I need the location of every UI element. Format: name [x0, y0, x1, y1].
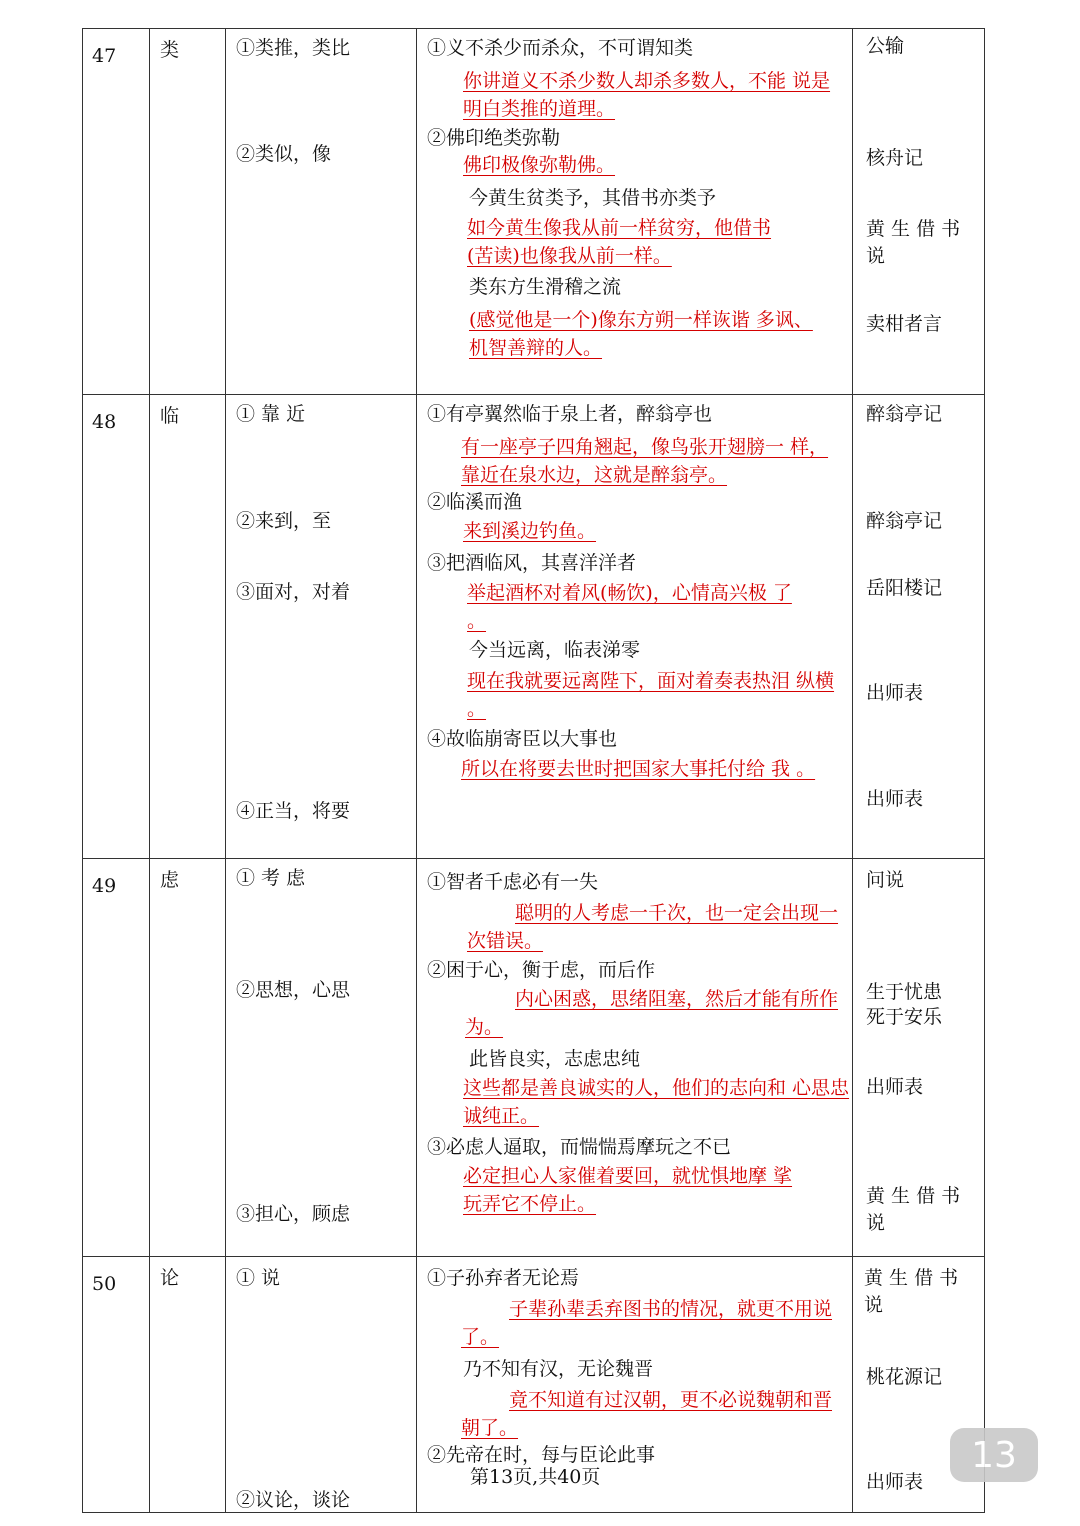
example-text: ②临溪而渔: [427, 491, 523, 513]
meaning: ②来到，至: [236, 510, 332, 532]
examples-cell: [417, 395, 853, 859]
example-text: 乃不知有汉，无论魏晋: [463, 1358, 654, 1380]
example-translation: 佛印极像弥勒佛。: [463, 154, 616, 176]
example-text: ①有亭翼然临于泉上者，醉翁亭也: [427, 403, 713, 425]
example-text: 此皆良实，志虑忠纯: [469, 1048, 641, 1070]
source-title: 出师表: [866, 1471, 924, 1493]
source-title: 公输: [866, 35, 905, 57]
meanings-cell: [226, 1257, 417, 1513]
example-text: ①义不杀少而杀众，不可谓知类: [427, 37, 694, 59]
entry-number-cell: [83, 395, 150, 859]
source-title: 问说: [866, 869, 905, 891]
entry-number: 47: [92, 45, 117, 67]
source-title: 核舟记: [866, 147, 924, 169]
example-text: ①子孙弃者无论焉: [427, 1267, 580, 1289]
example-text: 今黄生贫类予，其借书亦类予: [469, 187, 717, 209]
meaning: ①类推，类比: [236, 37, 351, 59]
entry-word: 虑: [160, 869, 180, 891]
source-title: 黄 生 借 书: [866, 218, 961, 240]
examples-cell: [417, 859, 853, 1257]
entry-word-cell: [150, 1257, 226, 1513]
meaning: ②思想，心思: [236, 979, 351, 1001]
meanings-cell: [226, 859, 417, 1257]
entry-word: 临: [160, 405, 180, 427]
entry-word: 类: [160, 39, 180, 61]
meaning: ① 考 虑: [236, 867, 306, 889]
entry-number: 49: [92, 875, 117, 897]
source-title: 醉翁亭记: [866, 510, 943, 532]
sources-cell: [853, 859, 985, 1257]
source-title: 说: [866, 245, 886, 267]
entry-number: 50: [92, 1273, 117, 1295]
example-translation: 必定担心人家催着要回，就忧惧地摩 挲玩弄它不停止。: [463, 1165, 793, 1215]
example-translation: 有一座亭子四角翘起，像鸟张开翅膀一 样，靠近在泉水边，这就是醉翁亭。: [461, 436, 829, 486]
source-title: 出师表: [866, 788, 924, 810]
example-text: ②先帝在时，每与臣论此事: [427, 1444, 656, 1466]
source-title: 说: [866, 1212, 886, 1234]
source-title: 死于安乐: [866, 1006, 943, 1028]
example-text: ③把酒临风，其喜洋洋者: [427, 552, 637, 574]
meaning: ②议论，谈论: [236, 1489, 351, 1511]
example-text: 类东方生滑稽之流: [469, 276, 622, 298]
example-text: ②佛印绝类弥勒: [427, 127, 561, 149]
example-translation: 如今黄生像我从前一样贫穷，他借书 (苦读)也像我从前一样。: [467, 217, 772, 267]
source-title: 醉翁亭记: [866, 403, 943, 425]
entry-word-cell: [150, 395, 226, 859]
examples-cell: [417, 29, 853, 395]
vocab-table: [82, 28, 985, 1513]
source-title: 黄 生 借 书: [864, 1267, 959, 1289]
example-text: ②困于心，衡于虑，而后作: [427, 959, 656, 981]
meaning: ③担心，顾虑: [236, 1203, 351, 1225]
entry-number-cell: [83, 859, 150, 1257]
source-title: 桃花源记: [866, 1366, 943, 1388]
entry-word: 论: [160, 1267, 180, 1289]
example-translation: 竟不知道有过汉朝，更不必说魏朝和晋 朝了。: [461, 1389, 833, 1439]
table-row: [83, 859, 985, 1257]
example-translation: 这些都是善良诚实的人，他们的志向和 心思忠诚纯正。: [463, 1077, 850, 1127]
example-translation: 现在我就要远离陛下，面对着奏表热泪 纵横 。: [467, 670, 835, 720]
entry-word-cell: [150, 29, 226, 395]
example-text: 今当远离，临表涕零: [469, 639, 641, 661]
meanings-cell: [226, 29, 417, 395]
example-translation: 聪明的人考虑一千次，也一定会出现一 次错误。: [467, 902, 839, 952]
entry-number-cell: [83, 29, 150, 395]
example-translation: (感觉他是一个)像东方朔一样诙谐 多讽、机智善辩的人。: [469, 309, 813, 359]
example-translation: 你讲道义不杀少数人却杀多数人，不能 说是明白类推的道理。: [463, 70, 831, 120]
meaning: ① 说: [236, 1267, 281, 1289]
example-translation: 来到溪边钓鱼。: [463, 520, 597, 542]
source-title: 出师表: [866, 682, 924, 704]
source-title: 黄 生 借 书: [866, 1185, 961, 1207]
meanings-cell: [226, 395, 417, 859]
example-text: ④故临崩寄臣以大事也: [427, 728, 618, 750]
source-title: 岳阳楼记: [866, 577, 943, 599]
table-row: [83, 29, 985, 395]
meaning: ③面对，对着: [236, 581, 351, 603]
entry-number: 48: [92, 411, 117, 433]
source-title: 卖柑者言: [866, 313, 943, 335]
entry-number-cell: [83, 1257, 150, 1513]
source-title: 生于忧患: [866, 981, 943, 1003]
meaning: ④正当，将要: [236, 800, 351, 822]
source-title: 出师表: [866, 1076, 924, 1098]
example-translation: 内心困惑，思绪阻塞，然后才能有所作 为。: [465, 988, 839, 1038]
example-text: ③必虑人逼取，而惴惴焉摩玩之不已: [427, 1136, 732, 1158]
example-translation: 子辈孙辈丢弃图书的情况，就更不用说 了。: [461, 1298, 833, 1348]
sources-cell: [853, 29, 985, 395]
page-number-text: 第13页,共40页: [470, 1466, 601, 1488]
table-row: [83, 395, 985, 859]
entry-word-cell: [150, 859, 226, 1257]
source-title: 说: [864, 1294, 884, 1316]
page-badge: 13: [950, 1428, 1038, 1482]
meaning: ②类似，像: [236, 143, 332, 165]
example-text: ①智者千虑必有一失: [427, 871, 599, 893]
sources-cell: [853, 395, 985, 859]
meaning: ① 靠 近: [236, 403, 306, 425]
example-translation: 所以在将要去世时把国家大事托付给 我 。: [461, 758, 816, 780]
example-translation: 举起酒杯对着风(畅饮)，心情高兴极 了 。: [467, 582, 792, 632]
